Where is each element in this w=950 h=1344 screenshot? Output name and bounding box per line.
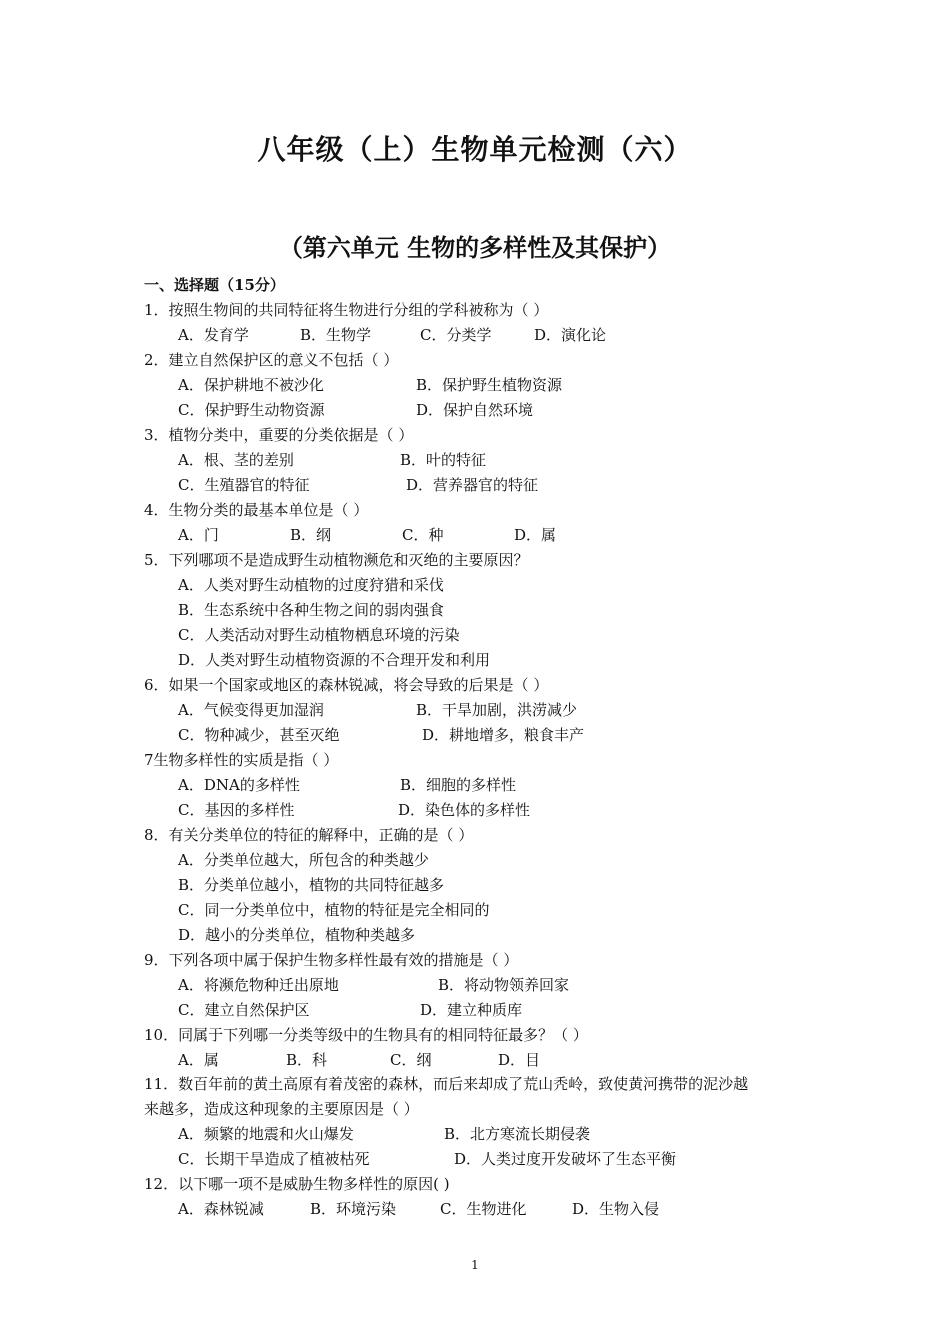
- question-text: 11．数百年前的黄土高原有着茂密的森林，而后来却成了荒山秃岭，致使黄河携带的泥沙越: [144, 1075, 749, 1093]
- answer-option: B．生物学: [300, 326, 372, 344]
- answer-option: C．建立自然保护区: [178, 1001, 310, 1019]
- answer-option: B．纲: [290, 526, 332, 544]
- answer-option: A．气候变得更加湿润: [178, 701, 324, 719]
- answer-option: C．基因的多样性: [178, 801, 295, 819]
- question-text: 8．有关分类单位的特征的解释中，正确的是（ ）: [144, 826, 474, 844]
- answer-option: D．越小的分类单位，植物种类越多: [178, 926, 416, 944]
- answer-option: B．分类单位越小，植物的共同特征越多: [178, 876, 445, 894]
- question-text: 来越多，造成这种现象的主要原因是（ ）: [144, 1100, 419, 1118]
- answer-option: A．保护耕地不被沙化: [178, 376, 324, 394]
- answer-option: A．属: [178, 1051, 219, 1069]
- question-text: 6．如果一个国家或地区的森林锐减，将会导致的后果是（ ）: [144, 676, 549, 694]
- question-text: 10．同属于下列哪一分类等级中的生物具有的相同特征最多？（ ）: [144, 1026, 588, 1044]
- answer-option: D．人类过度开发破坏了生态平衡: [454, 1150, 677, 1168]
- answer-option: B．细胞的多样性: [400, 776, 517, 794]
- answer-option: D．演化论: [534, 326, 607, 344]
- question-text: 7生物多样性的实质是指（ ）: [144, 751, 339, 769]
- answer-option: D．属: [514, 526, 557, 544]
- answer-option: B．叶的特征: [400, 451, 487, 469]
- answer-option: A．DNA的多样性: [178, 776, 300, 794]
- answer-option: A．人类对野生动植物的过度狩猎和采伐: [178, 576, 444, 594]
- answer-option: A．根、茎的差别: [178, 451, 294, 469]
- question-text: 9．下列各项中属于保护生物多样性最有效的措施是（ ）: [144, 951, 519, 969]
- page-subtitle: （第六单元 生物的多样性及其保护）: [278, 233, 672, 262]
- page-number: 1: [471, 1258, 479, 1272]
- page-title: 八年级（上）生物单元检测（六）: [257, 133, 693, 166]
- answer-option: C．分类学: [420, 326, 492, 344]
- answer-option: A．频繁的地震和火山爆发: [178, 1125, 354, 1143]
- answer-option: C．长期干旱造成了植被枯死: [178, 1150, 370, 1168]
- question-text: 12．以下哪一项不是威胁生物多样性的原因( ): [144, 1175, 450, 1193]
- answer-option: D．目: [498, 1051, 541, 1069]
- answer-option: D．染色体的多样性: [398, 801, 531, 819]
- answer-option: B．环境污染: [310, 1200, 397, 1218]
- answer-option: D．建立种质库: [420, 1001, 523, 1019]
- question-text: 1．按照生物间的共同特征将生物进行分组的学科被称为（ ）: [144, 301, 549, 319]
- answer-option: A．森林锐减: [178, 1200, 264, 1218]
- answer-option: C．同一分类单位中，植物的特征是完全相同的: [178, 901, 490, 919]
- answer-option: D．营养器官的特征: [406, 476, 539, 494]
- answer-option: A．门: [178, 526, 219, 544]
- answer-option: B．保护野生植物资源: [416, 376, 563, 394]
- question-text: 2．建立自然保护区的意义不包括（ ）: [144, 351, 399, 369]
- answer-option: C．生物进化: [440, 1200, 527, 1218]
- answer-option: B．生态系统中各种生物之间的弱肉强食: [178, 601, 445, 619]
- answer-option: B．干旱加剧，洪涝减少: [416, 701, 578, 719]
- answer-option: D．人类对野生动植物资源的不合理开发和利用: [178, 651, 491, 669]
- answer-option: C．物种减少，甚至灭绝: [178, 726, 340, 744]
- answer-option: D．保护自然环境: [416, 401, 534, 419]
- answer-option: C．人类活动对野生动植物栖息环境的污染: [178, 626, 460, 644]
- answer-option: A．分类单位越大，所包含的种类越少: [178, 851, 429, 869]
- answer-option: D．生物入侵: [572, 1200, 660, 1218]
- question-text: 5．下列哪项不是造成野生动植物濒危和灭绝的主要原因？: [144, 551, 529, 569]
- answer-option: D．耕地增多，粮食丰产: [422, 726, 585, 744]
- answer-option: B．科: [286, 1051, 328, 1069]
- section-heading: 一、选择题（15分）: [144, 276, 285, 294]
- question-text: 4．生物分类的最基本单位是（ ）: [144, 501, 369, 519]
- answer-option: A．将濒危物种迁出原地: [178, 976, 339, 994]
- answer-option: B．将动物领养回家: [438, 976, 570, 994]
- answer-option: B．北方寒流长期侵袭: [444, 1125, 591, 1143]
- answer-option: C．生殖器官的特征: [178, 476, 310, 494]
- answer-option: A．发育学: [178, 326, 249, 344]
- question-text: 3．植物分类中，重要的分类依据是（ ）: [144, 426, 414, 444]
- answer-option: C．种: [402, 526, 444, 544]
- answer-option: C．纲: [390, 1051, 432, 1069]
- answer-option: C．保护野生动物资源: [178, 401, 325, 419]
